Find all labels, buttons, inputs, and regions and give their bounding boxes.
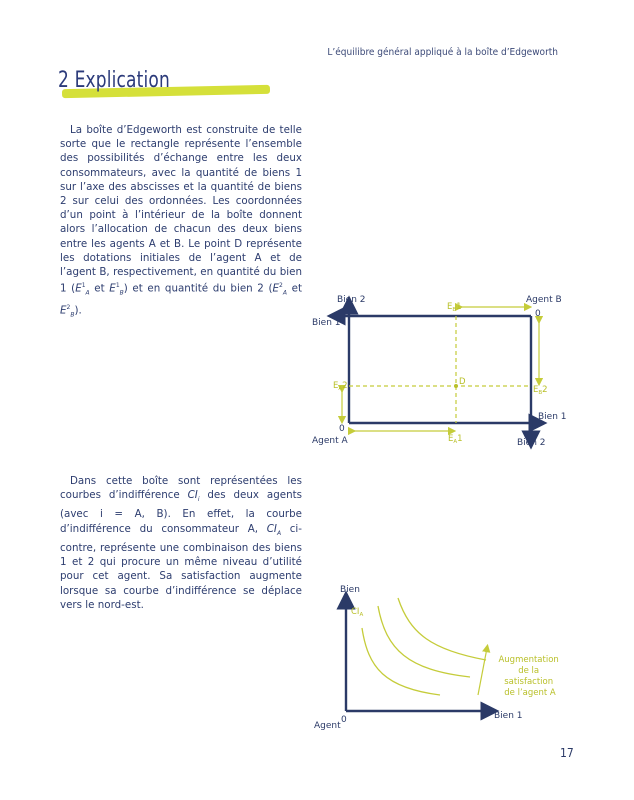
label-ea1: $E_A1$ [448,434,463,445]
curve-label: $CI_A$ [351,607,364,618]
plot-agent-label: Agent [314,721,341,731]
plot-x-label: Bien 1 [494,711,523,721]
section-title: 2 Explication [58,68,170,93]
satisfaction-annotation: Augmentation de la satisfaction de l’agent A [498,655,559,698]
paragraph-indifference-curves: Dans cette boîte sont représentées les courbes d’indifférence $CI_i$ des deux agents (avec i = A, B). En effet, la courbe d’indifférence du consommateur A, $CI_A$ ci-contre, représente une combinaison des biens 1 et 2 qui procure un même niveau d’utilité pour cet agent. Sa satisfaction augmente lorsque sa courbe d’indifférence se déplace vers le nord-est. [60,475,302,611]
label-agent-b: Agent B [526,295,562,305]
indifference-curve-3 [398,598,486,660]
label-bien1-left: Bien 1 [312,318,341,328]
label-bien1-right: Bien 1 [538,412,567,422]
point-d-marker [454,384,458,388]
paragraph-edgeworth-box: La boîte d’Edgeworth est construite de telle sorte que le rectangle représente l’ensemble des possibilités d’échange entre les deux consommateurs, avec la quantité de biens 1 sur l’axe des abscisses et la quantité de biens 2 sur celui des ordonnées. Les coordonnées d’un point à l’intérieur de la boîte donnent alors l’allocation de chacun des deux biens entre les agents A et B. Le point D représente les dotations initiales de l’agent A et de l’agent B, respectivement, en quantité du bien 1 ($E^1_A$ et $E^1_B$) et en quantité du bien 2 ($E^2_A$ et $E^2_B$). [60,124,302,319]
label-ea2: $E_A2$ [333,381,348,392]
indifference-curve-2 [378,606,470,677]
label-zero-b: 0 [535,309,541,319]
satisfaction-arrow [478,648,487,695]
indifference-curve-1 [362,628,440,695]
label-bien2-bottom: Bien 2 [517,438,546,448]
label-agent-a: Agent A [312,436,348,446]
running-header: L’équilibre général appliqué à la boîte d’Edgeworth [327,47,558,58]
page-number: 17 [560,746,574,760]
plot-y-label: Bien [340,585,360,595]
label-eb1: $E_B1$ [447,302,462,313]
label-bien2-top: Bien 2 [337,295,366,305]
label-zero-a: 0 [339,424,345,434]
plot-origin: 0 [341,715,347,725]
label-point-d: D [459,377,466,387]
label-eb2: $E_B2$ [533,385,548,396]
